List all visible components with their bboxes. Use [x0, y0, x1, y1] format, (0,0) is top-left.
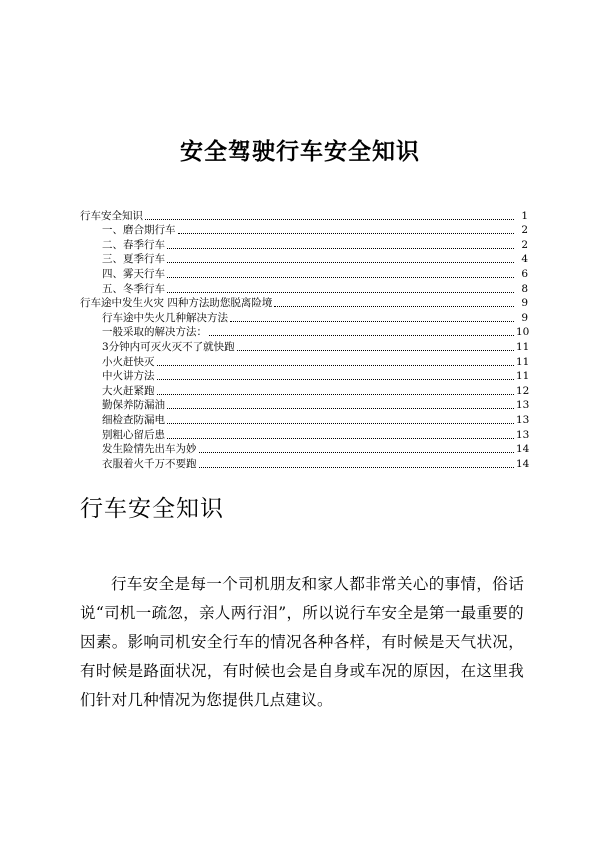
toc-entry[interactable]: [80, 237, 528, 252]
toc-entry[interactable]: [80, 369, 528, 384]
toc-leader-dots: [167, 291, 514, 293]
toc-entry-label: 五、冬季行车: [102, 282, 165, 295]
toc-entry-label: 大火赶紧跑: [102, 384, 155, 397]
toc-entry-page-number: 6: [521, 267, 528, 280]
toc-entry-label: 衣服着火千万不要跑: [102, 457, 197, 470]
toc-entry-page-number: 13: [516, 413, 530, 426]
toc-entry-label: 小火赶快灭: [102, 355, 155, 368]
toc-leader-dots: [178, 232, 515, 234]
toc-entry-page-number: 12: [516, 384, 530, 397]
toc-entry-page-number: 10: [516, 326, 530, 339]
toc-entry[interactable]: [80, 412, 528, 427]
toc-entry-page-number: 11: [516, 340, 530, 353]
toc-leader-dots: [145, 218, 514, 220]
toc-entry-page-number: 2: [521, 238, 528, 251]
toc-entry[interactable]: [80, 456, 528, 471]
toc-entry-label: 行车途中发生火灾 四种方法助您脱离险境: [80, 297, 273, 310]
toc-entry[interactable]: [80, 442, 528, 457]
toc-leader-dots: [157, 378, 515, 380]
toc-entry[interactable]: [80, 281, 528, 296]
toc-entry-page-number: 11: [516, 355, 530, 368]
toc-entry-label: 发生险情先出车为妙: [102, 443, 197, 456]
toc-leader-dots: [157, 393, 515, 395]
document-title: 安全驾驶行车安全知识: [180, 139, 420, 165]
toc-leader-dots: [167, 261, 514, 263]
toc-entry[interactable]: [80, 208, 528, 223]
toc-leader-dots: [209, 334, 514, 336]
toc-entry-label: 3分钟内可灭火灭不了就快跑: [102, 340, 235, 353]
toc-entry[interactable]: [80, 296, 528, 311]
toc-entry[interactable]: [80, 223, 528, 238]
toc-entry[interactable]: [80, 310, 528, 325]
toc-entry-page-number: 9: [521, 297, 528, 310]
toc-entry[interactable]: [80, 266, 528, 281]
toc-leader-dots: [167, 247, 514, 249]
toc-leader-dots: [157, 364, 515, 366]
table-of-contents: [80, 208, 528, 471]
toc-entry[interactable]: [80, 398, 528, 413]
toc-entry-page-number: 14: [516, 443, 530, 456]
toc-leader-dots: [199, 451, 515, 453]
toc-entry-label: 一、磨合期行车: [102, 224, 176, 237]
toc-entry-label: 中火讲方法: [102, 370, 155, 383]
toc-entry[interactable]: [80, 325, 528, 340]
toc-entry-label: 细检查防漏电: [102, 413, 165, 426]
toc-entry[interactable]: [80, 252, 528, 267]
toc-entry-page-number: 9: [521, 311, 528, 324]
body-paragraph: 行车安全是每一个司机朋友和家人都非常关心的事情，俗话说“司机一疏忽，亲人两行泪”，所以说行车安全是第一最重要的因素。影响司机安全行车的情况各种各样，有时候是天气状况，有时候是路面状况，有时候也会是自身或车况的原因，在这里我们针对几种情况为您提供几点建议。: [80, 575, 524, 709]
toc-leader-dots: [167, 276, 514, 278]
toc-entry-label: 一般采取的解决方法：: [102, 326, 207, 339]
toc-leader-dots: [167, 407, 514, 409]
toc-entry-page-number: 14: [516, 457, 530, 470]
toc-entry-label: 别粗心留后患: [102, 428, 165, 441]
toc-entry-label: 行车安全知识: [80, 209, 143, 222]
toc-entry[interactable]: [80, 427, 528, 442]
toc-leader-dots: [167, 437, 514, 439]
toc-entry-page-number: 8: [521, 282, 528, 295]
toc-entry-label: 四、雾天行车: [102, 267, 165, 280]
toc-entry-page-number: 11: [516, 370, 530, 383]
toc-entry-label: 行车途中失火几种解决方法: [102, 311, 228, 324]
toc-leader-dots: [230, 320, 514, 322]
toc-entry-label: 勤保养防漏油: [102, 399, 165, 412]
toc-entry-page-number: 2: [521, 224, 528, 237]
toc-entry-label: 三、夏季行车: [102, 253, 165, 266]
toc-entry-page-number: 4: [521, 253, 528, 266]
section-heading: 行车安全知识: [80, 496, 224, 522]
toc-entry-page-number: 13: [516, 399, 530, 412]
toc-entry-label: 二、春季行车: [102, 238, 165, 251]
toc-entry-page-number: 1: [521, 209, 528, 222]
toc-leader-dots: [274, 305, 514, 307]
toc-entry[interactable]: [80, 354, 528, 369]
toc-leader-dots: [199, 466, 515, 468]
toc-entry[interactable]: [80, 339, 528, 354]
toc-leader-dots: [167, 422, 514, 424]
toc-entry[interactable]: [80, 383, 528, 398]
toc-leader-dots: [237, 349, 514, 351]
toc-entry-page-number: 13: [516, 428, 530, 441]
